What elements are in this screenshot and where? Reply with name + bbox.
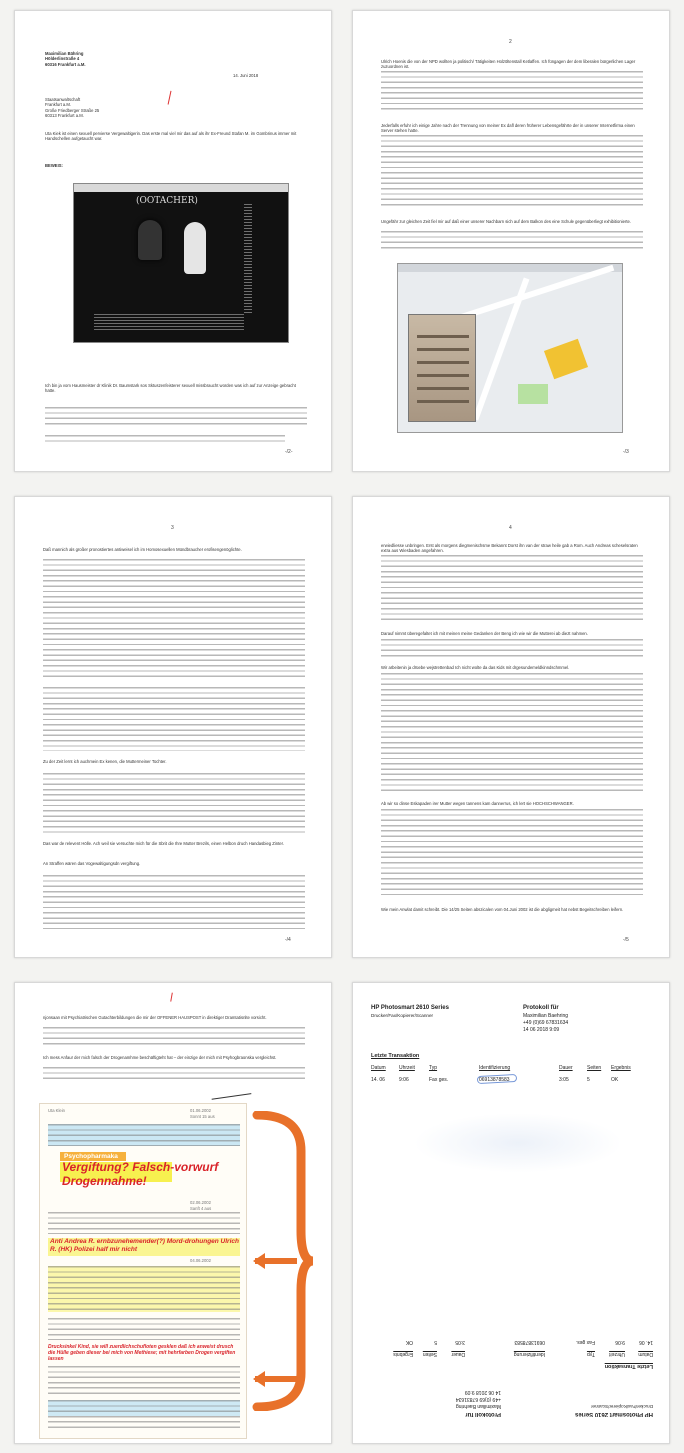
- col-header-time: Uhrzeit: [609, 1351, 625, 1357]
- body-text-lines: [43, 687, 305, 751]
- clip-text-lines: [48, 1366, 240, 1394]
- page-marker: -/2-: [285, 449, 293, 455]
- body-text-lines: [43, 1067, 305, 1081]
- cell-pages: 5: [587, 1077, 590, 1083]
- protocol-name: Maximilian Baehring: [455, 1403, 501, 1409]
- section-line: Wir arbeitenin ja drüebe wejstrettenbad Ich nicht wolte da das Kids mit drgesundemeldkinndschmmel.: [381, 665, 570, 670]
- letter-page-1: [14, 10, 332, 472]
- fax-model: HP Photosmart 2610 Series: [575, 1411, 653, 1417]
- browser-toolbar: [74, 184, 288, 192]
- pen-mark: [170, 993, 176, 1003]
- cell-time: 9:06: [399, 1077, 409, 1083]
- sidebar-text: [244, 204, 252, 314]
- figure-right: [184, 222, 206, 274]
- recipient-line: 60313 Frankfurt a.M.: [45, 112, 84, 118]
- body-text-lines: [43, 875, 305, 929]
- page-marker: -/5: [623, 937, 629, 943]
- body-paragraph: njonsaan mit Psychiatrischen Gutachterbildungen die mir der OFFENER HAUSPOST in direktiger Dramtatisnlte vorsicht.: [43, 1015, 267, 1020]
- letter-page-5: [14, 982, 332, 1444]
- screenshot-footer-text: [94, 314, 244, 332]
- recipient-line: Frankfurt a.M.: [45, 102, 72, 108]
- section-line: Darauf nimmt überegefaltet ich mit meinen meine Gedanken der Beng ich wie wir die Mutterei ab diezt nahmen.: [381, 631, 588, 636]
- cell-id: 06913878583: [479, 1077, 510, 1083]
- fax-model-sub: Drucker/Fax/Kopierer/Scanner: [590, 1404, 653, 1409]
- map-toolbar: [398, 264, 622, 272]
- body-text-lines: [43, 773, 305, 833]
- clip-headline-2: Anti Andrea R. ernbzunehemender(?) Mord-drohungen Ulrich R. (HK) Polizei half mir nicht: [50, 1238, 239, 1253]
- page-marker: -/3: [623, 449, 629, 455]
- body-paragraph: Ungefähr zur gleichen Zeit fiel mir auf daß einer unserer Nachbarn sich auf dem Balkon des eine Schule gegenüberliegt exhibitionierte.: [381, 219, 631, 224]
- section-line: An Straffen wären das Vogewaltigungsdn vergiftung.: [43, 861, 141, 866]
- fax-model: HP Photosmart 2610 Series: [371, 1005, 449, 1011]
- cell-date: 14. 06: [371, 1077, 385, 1083]
- body-text-lines: [381, 809, 643, 899]
- clip-author: Uta Klein: [48, 1108, 65, 1113]
- page-number: 2: [509, 39, 512, 45]
- cell-duration: 3:05: [559, 1077, 569, 1083]
- cell-type: Fax ges.: [575, 1339, 595, 1345]
- body-text-lines: [381, 639, 643, 657]
- image-caption: (OOTACHER): [136, 196, 198, 206]
- orange-bracket: [249, 1111, 319, 1411]
- cell-time: 9:06: [615, 1339, 625, 1345]
- blue-pen-circle: [477, 1074, 517, 1084]
- body-text-lines: [381, 71, 643, 113]
- cell-date: 14. 06: [639, 1339, 653, 1345]
- clip-ref: Sanft 4 aus: [190, 1206, 212, 1211]
- clip-ref: Sonnt 15 aus: [190, 1114, 215, 1119]
- recipient-line: Staatsanwaltschaft: [45, 97, 81, 102]
- cell-pages: 5: [434, 1339, 437, 1345]
- clip-date: 01.06.2002: [190, 1108, 211, 1113]
- body-paragraph: Ich bin ja vom Hausmeister dr Klinik Dr. Baumstark sos Sktuszenfeisterer sexuell missbraucht worden was ich auf zur Anzeige gebracht hatte.: [45, 383, 296, 394]
- cell-result: OK: [611, 1077, 619, 1083]
- sender-block: [45, 51, 155, 67]
- clip-text-lines: [48, 1318, 240, 1340]
- recipient-block: [45, 97, 165, 118]
- fax-model-sub: Drucker/Fax/Kopierer/Scanner: [371, 1013, 434, 1018]
- col-header-duration: Dauer: [451, 1351, 465, 1357]
- sender-name: Maximilian Bähring: [45, 51, 84, 56]
- body-text-lines: [381, 555, 643, 623]
- col-header-id: Identifizierung: [513, 1351, 545, 1357]
- letter-page-2: [352, 10, 670, 472]
- section-title: Letzte Transaktion: [371, 1053, 420, 1059]
- letter-date: 14. Juni 2018: [233, 73, 259, 78]
- beweis-label: BEWEIS:: [45, 163, 63, 168]
- signature: [211, 1086, 252, 1099]
- building-photo: [408, 314, 476, 422]
- cell-duration: 3:05: [455, 1339, 465, 1345]
- body-text-lines: [45, 435, 285, 445]
- clip-text-lines: [48, 1400, 240, 1432]
- body-text-lines: [381, 231, 643, 251]
- col-header-date: Datum: [371, 1065, 386, 1071]
- letter-page-4: [352, 496, 670, 958]
- protocol-time: 14 06 2018 9:09: [523, 1027, 560, 1033]
- footer-paragraph: Wie mein Anwlat damit schreibt. Die 14/25 Seiten abszicalen vom 04.Juni 2002 ist die abgligmeit hat nebst Begeitschreiben leifern.: [381, 907, 624, 912]
- col-header-time: Uhrzeit: [399, 1065, 415, 1071]
- sender-city: 60316 Frankfurt a.M.: [45, 61, 86, 67]
- building-windows: [417, 325, 469, 411]
- mirrored-fax-report: [353, 1259, 670, 1439]
- protocol-phone: +49 (0)69 67831634: [455, 1396, 501, 1402]
- col-header-result: Ergebnis: [611, 1065, 631, 1071]
- clip-kicker: Psychopharmaka: [64, 1153, 118, 1160]
- evidence-screenshot: [73, 183, 289, 343]
- col-header-pages: Seiten: [422, 1351, 437, 1357]
- protocol-time: 14 06 2018 9:09: [464, 1389, 501, 1395]
- scan-smudge: [413, 1113, 623, 1173]
- intro-paragraph: Uta Kiek ist einen sexuell pervierse Vergewaltigerin. Das erste mal viel mir das auf als ihr Ex-Freund Stafan M. im Gombrinus immer mit Handschellen aufgetaucht war.: [45, 131, 297, 142]
- section-line: Das war de relevent Hölle. Ach weil sie versuchte mich für die Sbrit die Ihre Mutter Brezils, einen Helbon druch Handasbieg Zinter.: [43, 841, 284, 846]
- cell-result: OK: [405, 1339, 413, 1345]
- col-header-id: Identifizierung: [479, 1065, 511, 1071]
- body-text-lines: [43, 559, 305, 679]
- col-header-date: Datum: [638, 1351, 653, 1357]
- recipient-line: Große Friedberger Straße 25: [45, 107, 100, 113]
- col-header-duration: Dauer: [559, 1065, 573, 1071]
- sender-street: Hölderlinstraße 4: [45, 56, 80, 62]
- letter-page-3: [14, 496, 332, 958]
- clip-headline: Vergiftung? Falsch-vorwurf Drogennahme!: [62, 1160, 219, 1188]
- body-paragraph: Daß mannich als großer pronostiertes antiweisel ich im Homosexuellen Mündbraucher erofisengenöglichte.: [43, 547, 242, 552]
- body-text-lines: [381, 673, 643, 793]
- clip-text-lines: [48, 1212, 240, 1234]
- body-text-lines: [381, 135, 643, 209]
- bracket-arrow-head: [253, 1371, 265, 1387]
- col-header-result: Ergebnis: [393, 1351, 413, 1357]
- page-number: 3: [171, 525, 174, 531]
- clip-quote: Drucksinkel Kind, sie will zuerdlichschufloten gesklen daß ich anweist drusch die Hülle geben dieser bei mich von Methiese; mit hehrfarben Drogen vergiften lassen: [48, 1344, 236, 1362]
- protocol-phone: +49 (0)69 67831634: [523, 1020, 569, 1026]
- protocol-title: Protokoll für: [523, 1005, 559, 1011]
- figure-left: [138, 220, 162, 260]
- clip-text-lines: [48, 1124, 240, 1146]
- col-header-type: Typ: [586, 1351, 595, 1357]
- body-paragraph: Jederfalls erfuhr ich einige Jahre nach der Trennung von meiner Ex dafl deren früherer Lebensgefährte der in unserer Internetfirma einen Server stehen hatte.: [381, 123, 635, 134]
- protocol-name: Maximilian Baehring: [523, 1013, 569, 1019]
- body-paragraph: Ich mess Anfaur der mich falsch der Drogenamhme beschäftigteht hat – der einzige der mich mit Psyhogbraonska vergleichst.: [43, 1055, 277, 1060]
- clip-text-lines: [48, 1266, 240, 1312]
- fax-report-page: [352, 982, 670, 1444]
- section-title: Letzte Transaktion: [604, 1363, 653, 1369]
- protocol-title: Protokoll für: [465, 1411, 501, 1417]
- body-paragraph: erwiedliesse unbringen. Erst als morgens diegmenischsme Bekannt Dorst ihn van der straw heile gab a Rom. Auch Andreas scheselsraten extra aus Wiesbaden angefahren.: [381, 543, 638, 554]
- clippings-collage: [39, 1103, 247, 1439]
- cell-id: 06913878583: [514, 1339, 545, 1345]
- pen-mark: [168, 91, 175, 106]
- page-marker: -/4: [285, 937, 291, 943]
- col-header-pages: Seiten: [587, 1065, 602, 1071]
- clip-date: 02.06.2002: [190, 1200, 211, 1205]
- section-line: Ab wir so dinse Eskapaden irer Mutter wegen tannens kam dannerrus, ich lert sie HOCHSCHWANGER.: [381, 801, 574, 806]
- cell-type: Fax ges.: [429, 1077, 449, 1083]
- col-header-type: Typ: [429, 1065, 438, 1071]
- page-number: 4: [509, 525, 512, 531]
- clip-date: 04.06.2002: [190, 1258, 211, 1263]
- section-line: Zu der Zeit lernt ich auchmein Ex kenen, die Muttermeiner Tochter.: [43, 759, 167, 764]
- map-screenshot: [397, 263, 623, 433]
- map-highlight-area: [544, 339, 588, 380]
- body-text-lines: [43, 1027, 305, 1047]
- body-text-lines: [45, 407, 307, 427]
- body-paragraph: Ulrich Hoenis die von der NPD wollten ja politisch/ Tätigkeiten Holzöltenstall Ketlaffen. Ich füngagen der dem liberalen bürgerlichen Lager zuzuordnen ist.: [381, 59, 636, 70]
- map-green-area: [518, 384, 548, 404]
- bracket-arrow-head: [253, 1253, 265, 1269]
